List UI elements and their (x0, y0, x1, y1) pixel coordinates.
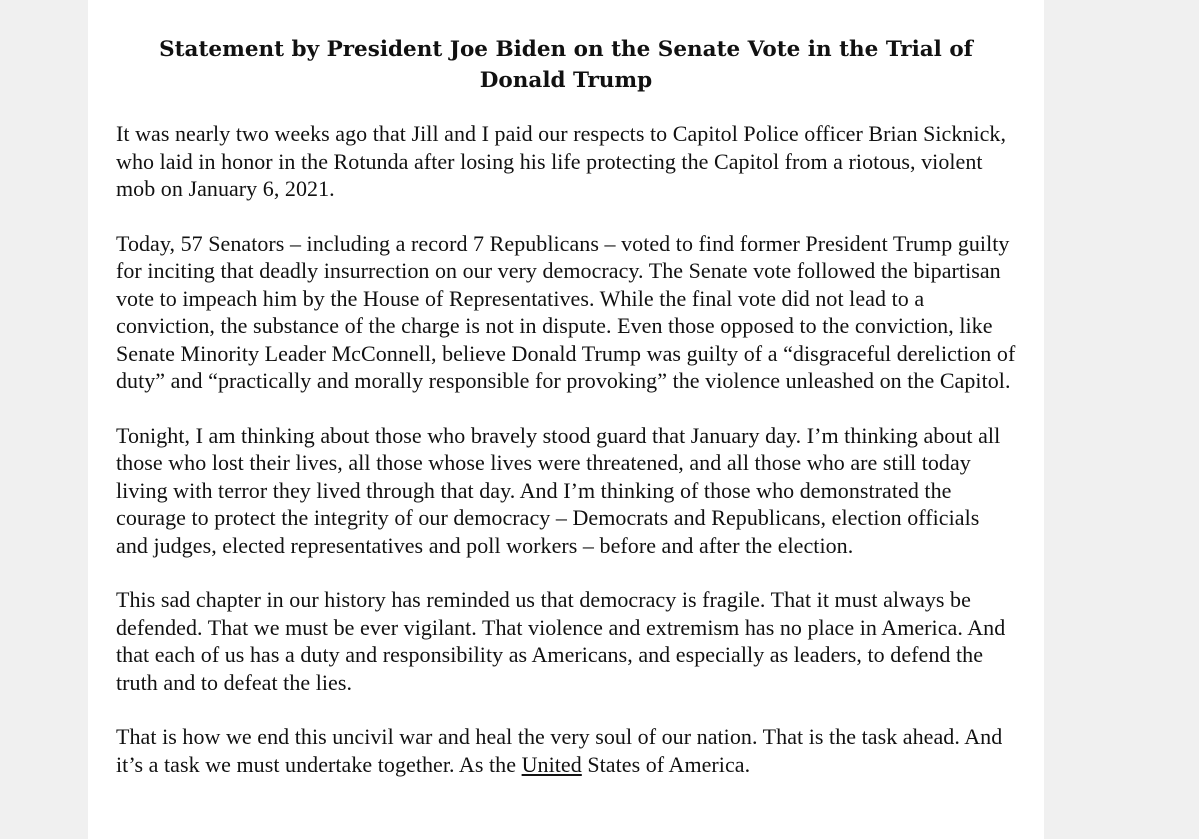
paragraph-5 (116, 723, 1016, 778)
underlined-word-united: United (521, 751, 582, 777)
paragraph-5-text-before: That is how we end this uncivil war and heal the very soul of our nation. That is the task ahead. And it’s a task we must undertake together. As the (116, 724, 1003, 777)
paragraph-1: It was nearly two weeks ago that Jill and I paid our respects to Capitol Police officer Brian Sicknick, who laid in honor in the Rotunda after losing his life protecting the Capitol from a riotous, violent mob on January 6, 2021. (116, 121, 1007, 201)
paragraph-4: This sad chapter in our history has reminded us that democracy is fragile. That it must always be defended. That we must be ever vigilant. That violence and extremism has no place in America. And that each of us has a duty and responsibility as Americans, and especially as leaders, to defend the truth and to defeat the lies. (116, 587, 1006, 695)
paragraph-5-text-after: States of America. (581, 751, 751, 777)
paragraph-3: Tonight, I am thinking about those who bravely stood guard that January day. I’m thinking about all those who lost their lives, all those whose lives were threatened, and all those who are still today living with terror they lived through that day. And I’m thinking of those who demonstrated the courage to protect the integrity of our democracy – Democrats and Republicans, election officials and judges, elected representatives and poll workers – before and after the election. (116, 422, 1001, 558)
document-page (88, 0, 1044, 839)
document-title: Statement by President Joe Biden on the Senate Vote in the Trial of Donald Trump (159, 37, 973, 93)
paragraph-2: Today, 57 Senators – including a record 7 Republicans – voted to find former President Trump guilty for inciting that deadly insurrection on our very democracy. The Senate vote followed the bipartisan vote to impeach him by the House of Representatives. While the final vote did not lead to a conviction, the substance of the charge is not in dispute. Even those opposed to the conviction, like Senate Minority Leader McConnell, believe Donald Trump was guilty of a “disgraceful dereliction of duty” and “practically and morally responsible for provoking” the violence unleashed on the Capitol. (116, 230, 1016, 393)
